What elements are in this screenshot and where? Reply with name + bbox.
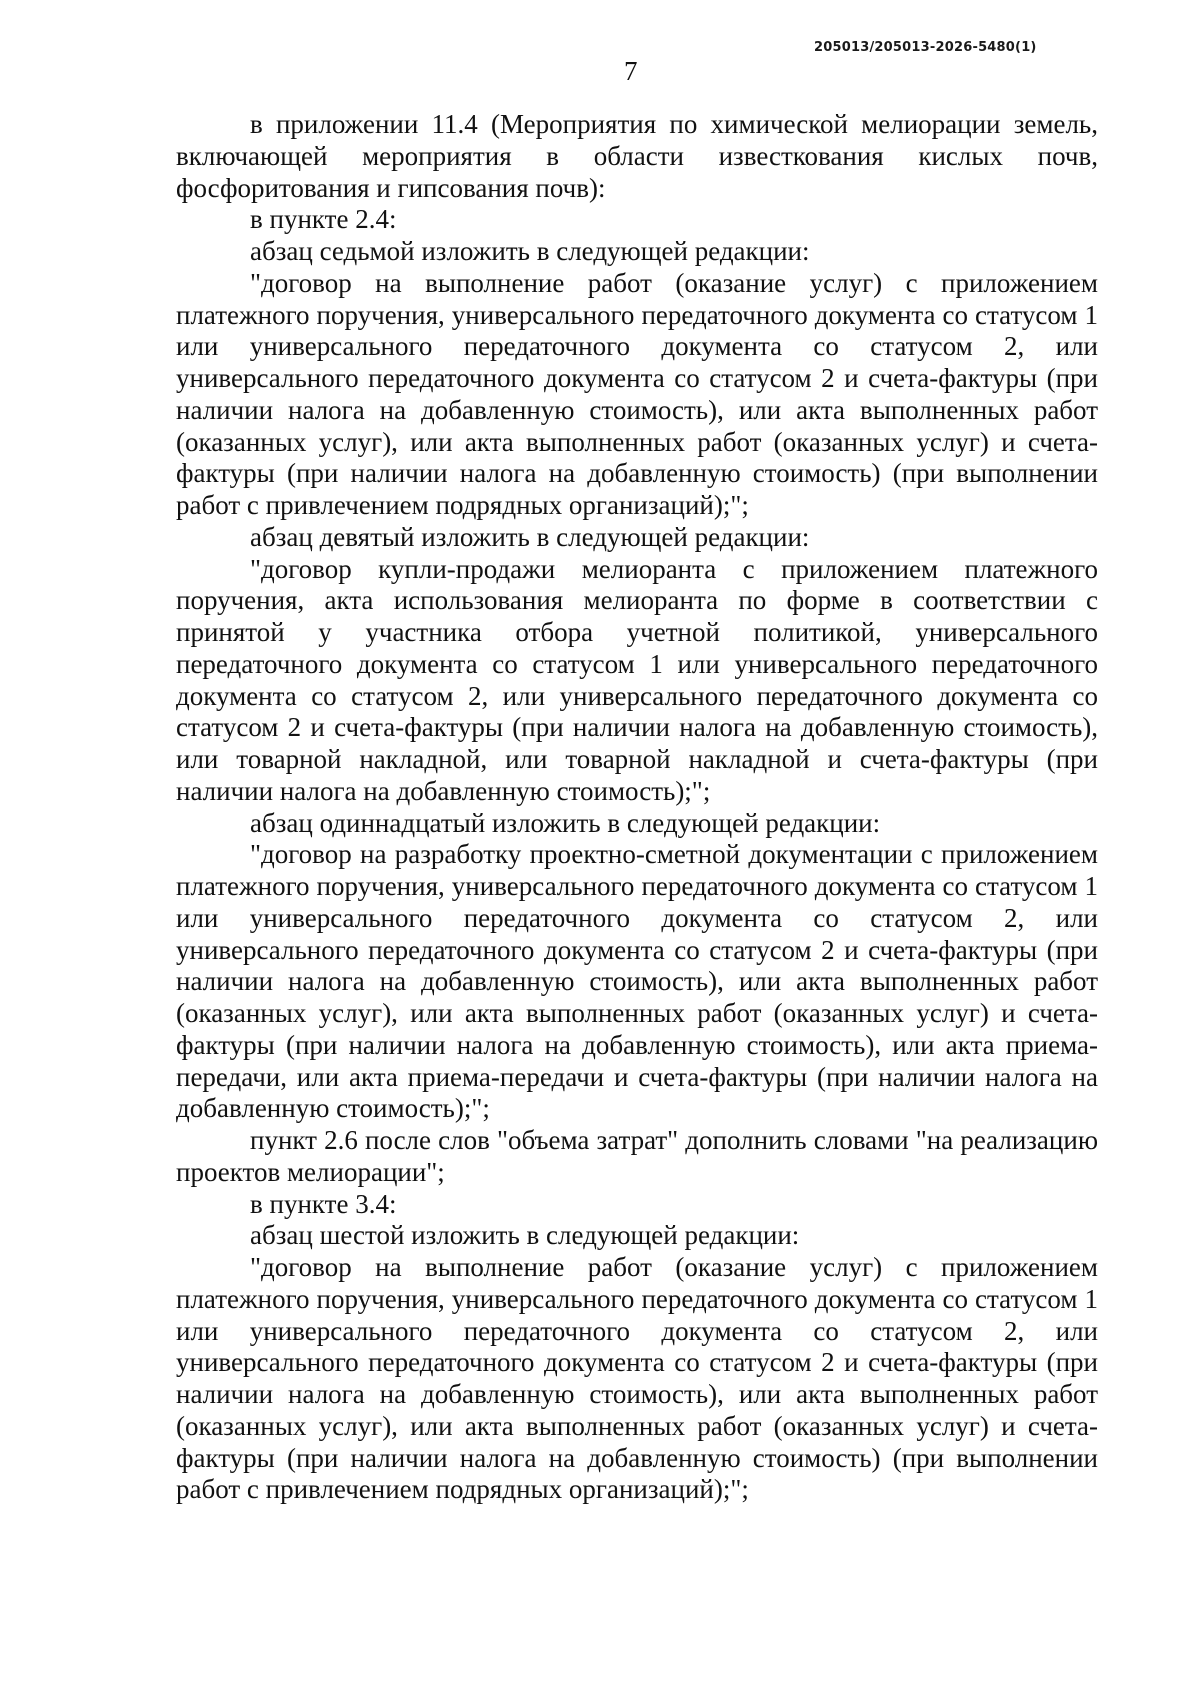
paragraph-clause-2-4: в пункте 2.4: — [250, 204, 397, 235]
paragraph-seventh-subclause-text: "договор на выполнение работ (оказание услуг) с приложением платежного поручения, универсального передаточного документа со статусом 1 или универсального передаточного документа со статусом 2, или универсального передаточного документа со статусом 2 и счета-фактуры (при наличии налога на добавленную стоимость), или акта выполненных работ (оказанных услуг), или акта выполненных работ (оказанных услуг) и счета-фактуры (при наличии налога на добавленную стоимость) (при выполнении работ с привлечением подрядных организаций);"; — [176, 267, 1098, 520]
paragraph-sixth-subclause-intro: абзац шестой изложить в следующей редакции: — [250, 1220, 800, 1251]
paragraph-clause-2-6: пункт 2.6 после слов "объема затрат" дополнить словами "на реализацию проектов мелиорации"; — [176, 1125, 1098, 1187]
document-registration-number: 205013/205013-2026-5480(1) — [814, 40, 1037, 55]
page-number: 7 — [624, 56, 638, 86]
paragraph-ninth-subclause-text: "договор купли-продажи мелиоранта с приложением платежного поручения, акта использования мелиоранта по форме в соответствии с принятой у участника отбора учетной политикой, универсального передаточного документа со статусом 1 или универсального передаточного документа со статусом 2, или универсального передаточного документа со статусом 2 и счета-фактуры (при наличии налога на добавленную стоимость), или товарной накладной, или товарной накладной и счета-фактуры (при наличии налога на добавленную стоимость);"; — [176, 553, 1098, 806]
paragraph-sixth-subclause-text: "договор на выполнение работ (оказание услуг) с приложением платежного поручения, универсального передаточного документа со статусом 1 или универсального передаточного документа со статусом 2, или универсального передаточного документа со статусом 2 и счета-фактуры (при наличии налога на добавленную стоимость), или акта выполненных работ (оказанных услуг), или акта выполненных работ (оказанных услуг) и счета-фактуры (при наличии налога на добавленную стоимость) (при выполнении работ с привлечением подрядных организаций);"; — [176, 1252, 1098, 1505]
paragraph-seventh-subclause-intro: абзац седьмой изложить в следующей редакции: — [250, 236, 810, 266]
paragraph-eleventh-subclause-intro: абзац одиннадцатый изложить в следующей редакции: — [250, 807, 881, 838]
document-body — [176, 109, 1098, 1506]
paragraph-ninth-subclause-intro: абзац девятый изложить в следующей редакции: — [250, 521, 810, 552]
paragraph-appendix-11-4: в приложении 11.4 (Мероприятия по химической мелиорации земель, включающей мероприятия в области известкования кислых почв, фосфоритования и гипсования почв): — [176, 109, 1098, 203]
paragraph-eleventh-subclause-text: "договор на разработку проектно-сметной документации с приложением платежного поручения, универсального передаточного документа со статусом 1 или универсального передаточного документа со статусом 2, или универсального передаточного документа со статусом 2 и счета-фактуры (при наличии налога на добавленную стоимость), или акта выполненных работ (оказанных услуг), или акта выполненных работ (оказанных услуг) и счета-фактуры (при наличии налога на добавленную стоимость), или акта приема-передачи, или акта приема-передачи и счета-фактуры (при наличии налога на добавленную стоимость);"; — [176, 839, 1098, 1124]
paragraph-clause-3-4: в пункте 3.4: — [250, 1188, 397, 1219]
